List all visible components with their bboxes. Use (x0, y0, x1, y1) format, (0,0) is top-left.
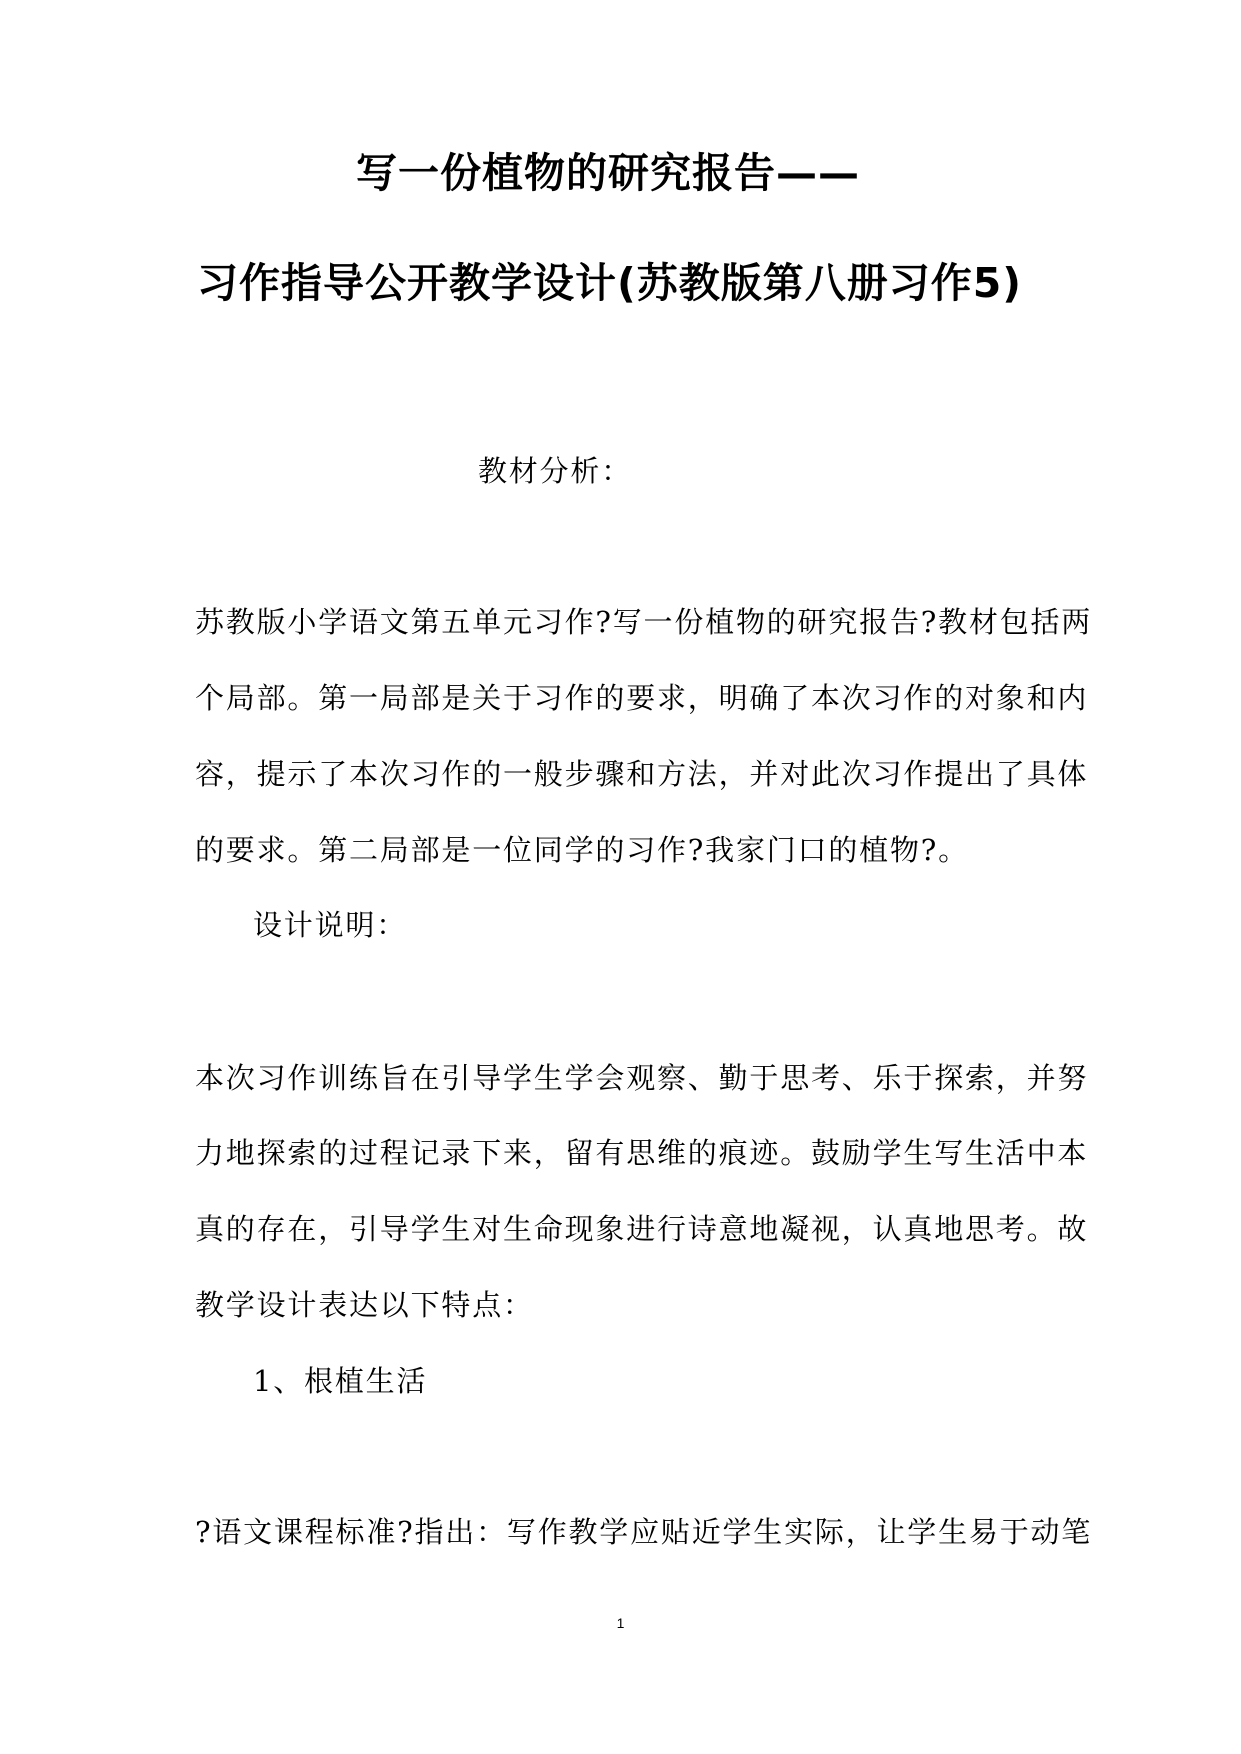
paragraph-line: 本次习作训练旨在引导学生学会观察、勤于思考、乐于探索，并努 (195, 1061, 1089, 1095)
paragraph-line: 真的存在，引导学生对生命现象进行诗意地凝视，认真地思考。故 (195, 1212, 1089, 1246)
paragraph-line: 力地探索的过程记录下来，留有思维的痕迹。鼓励学生写生活中本 (195, 1136, 1089, 1170)
paragraph-line: 的要求。第二局部是一位同学的习作?我家门口的植物?。 (195, 833, 969, 867)
paragraph-line: 个局部。第一局部是关于习作的要求，明确了本次习作的对象和内 (195, 681, 1089, 715)
page-number: 1 (616, 1615, 625, 1631)
paragraph-line: 苏教版小学语文第五单元习作?写一份植物的研究报告?教材包括两 (195, 605, 1093, 639)
paragraph-line: ?语文课程标准?指出：写作教学应贴近学生实际，让学生易于动笔 (195, 1515, 1093, 1549)
section-heading-design-notes: 设计说明： (253, 908, 408, 942)
title-line-2: 习作指导公开教学设计(苏教版第八册习作5) (197, 259, 1023, 307)
title-line-1: 写一份植物的研究报告—— (356, 149, 860, 197)
paragraph-line: 容，提示了本次习作的一般步骤和方法，并对此次习作提出了具体 (195, 757, 1089, 791)
section-heading-textbook-analysis: 教材分析： (478, 454, 633, 488)
section-heading-rooted-in-life: 1、根植生活 (253, 1364, 428, 1398)
paragraph-line: 教学设计表达以下特点： (195, 1288, 534, 1322)
